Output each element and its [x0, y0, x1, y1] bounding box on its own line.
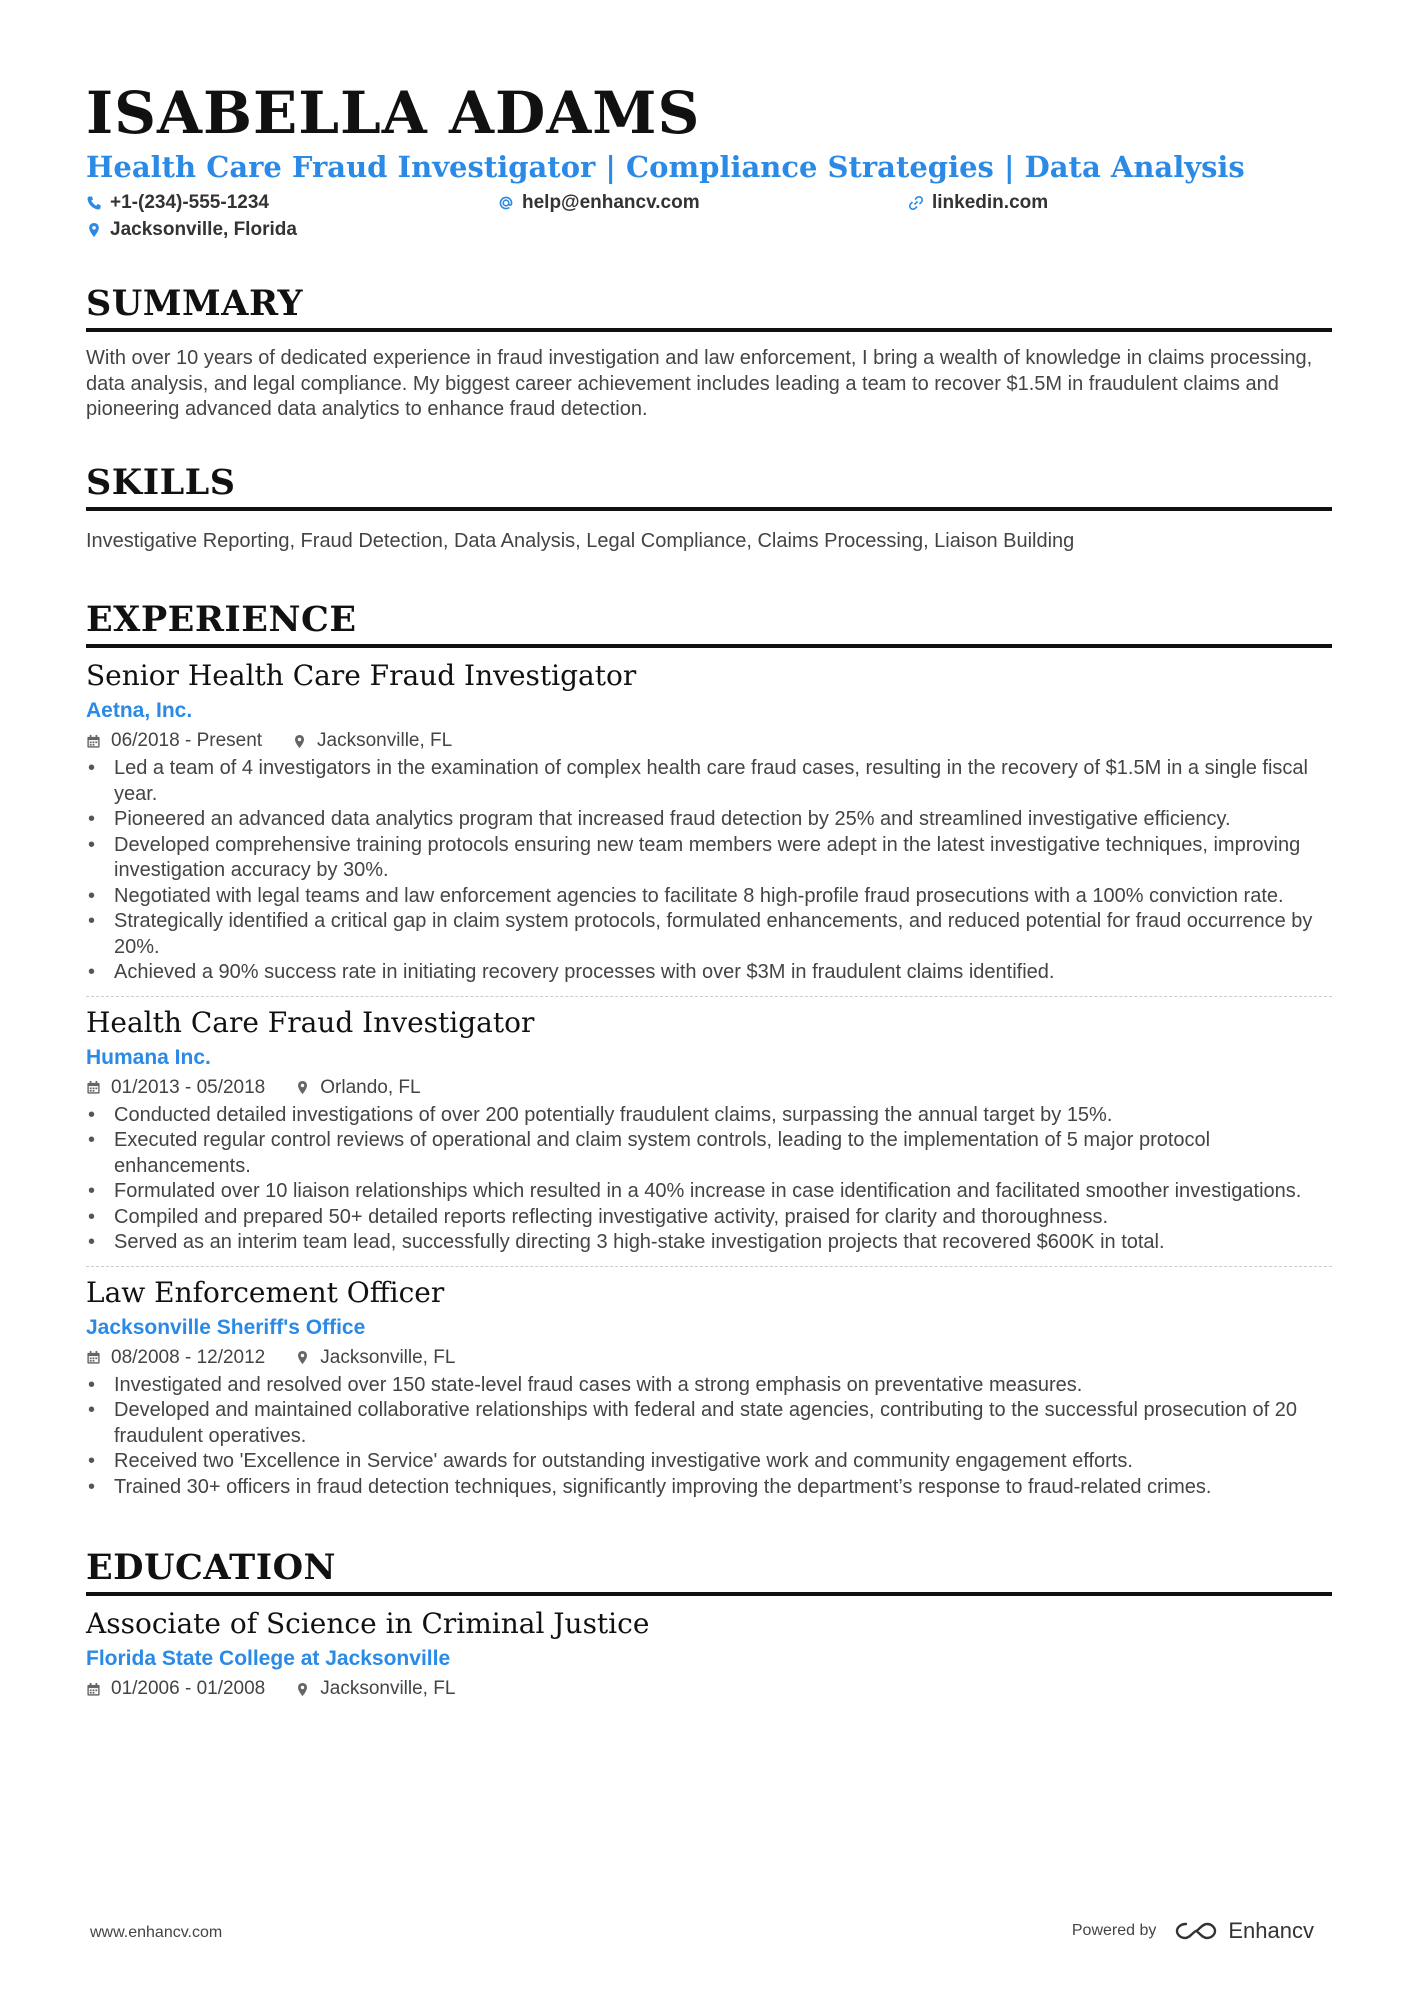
job-meta — [86, 1345, 1332, 1371]
skills-section — [86, 461, 1332, 555]
bullet-item: • Achieved a 90% success rate in initiating recovery processes with over $3M in fraudulent claims identified. — [86, 960, 1332, 986]
job-title: Senior Health Care Fraud Investigator — [86, 659, 637, 692]
job-location: Jacksonville, FL — [295, 1345, 455, 1371]
powered-by-label: Powered by — [1071, 1922, 1157, 1939]
brand-name: Enhancv — [1228, 1918, 1314, 1943]
job-bullets — [86, 1103, 1332, 1256]
linkedin-text: linkedin.com — [932, 192, 1049, 213]
school-name: Florida State College at Jacksonville — [86, 1647, 451, 1670]
link-icon — [908, 195, 924, 211]
summary-title: SUMMARY — [86, 282, 1332, 332]
education-title: EDUCATION — [86, 1546, 1332, 1596]
company-name: Humana Inc. — [86, 1045, 211, 1069]
degree: Associate of Science in Criminal Justice — [86, 1607, 650, 1640]
education-meta — [86, 1676, 1332, 1702]
powered-by — [1072, 1918, 1314, 1944]
skills-text: Investigative Reporting, Fraud Detection, Data Analysis, Legal Compliance, Claims Processing, Liaison Building — [86, 529, 1075, 552]
job-meta — [86, 728, 1332, 754]
experience-section — [86, 598, 1332, 1500]
location-text: Jacksonville, Florida — [110, 219, 297, 240]
job-location: Orlando, FL — [295, 1075, 420, 1101]
skills-title: SKILLS — [86, 461, 1332, 511]
bullet-item: • Received two 'Excellence in Service' awards for outstanding investigative work and community engagement efforts. — [86, 1449, 1332, 1475]
job-dates: 06/2018 - Present — [86, 728, 262, 754]
job-bullets — [86, 756, 1332, 986]
location-pin-icon — [86, 222, 102, 238]
job-meta — [86, 1075, 1332, 1101]
bullet-item: • Investigated and resolved over 150 state-level fraud cases with a strong emphasis on preventative measures. — [86, 1373, 1332, 1399]
job-location: Jacksonville, FL — [292, 728, 452, 754]
location-pin-icon — [295, 1080, 310, 1095]
bullet-item: • Conducted detailed investigations of over 200 potentially fraudulent claims, surpassing the annual target by 15%. — [86, 1103, 1332, 1129]
enhancv-logo-icon — [1174, 1920, 1218, 1942]
contact-location — [86, 219, 297, 241]
job-title: Health Care Fraud Investigator — [86, 1005, 535, 1039]
education-section — [86, 1546, 1332, 1702]
phone-icon — [86, 195, 102, 211]
location-pin-icon — [295, 1350, 310, 1365]
summary-section — [86, 282, 1332, 423]
job-entry — [86, 658, 1332, 986]
calendar-icon — [86, 1682, 101, 1697]
bullet-item: • Trained 30+ officers in fraud detection techniques, significantly improving the department’s response to fraud-related crimes. — [86, 1475, 1332, 1501]
company-name: Jacksonville Sheriff's Office — [86, 1315, 366, 1339]
bullet-item: • Pioneered an advanced data analytics program that increased fraud detection by 25% and streamlined investigative efficiency. — [86, 807, 1332, 833]
bullet-item: • Served as an interim team lead, successfully directing 3 high-stake investigation projects that recovered $600K in total. — [86, 1230, 1332, 1256]
experience-title: EXPERIENCE — [86, 598, 1332, 648]
contact-info — [86, 192, 1332, 248]
summary-text: With over 10 years of dedicated experience in fraud investigation and law enforcement, I bring a wealth of knowledge in claims processing, data analysis, and legal compliance. My biggest career achievement includes leading a team to recover $1.5M in fraudulent claims and pioneering advanced data analytics to enhance fraud detection. — [86, 347, 1313, 420]
calendar-icon — [86, 734, 101, 749]
job-dates: 08/2008 - 12/2012 — [86, 1345, 265, 1371]
job-title: Law Enforcement Officer — [86, 1275, 445, 1309]
job-entry — [86, 1005, 1332, 1256]
contact-phone — [86, 192, 269, 214]
at-icon — [498, 195, 514, 211]
job-divider — [86, 1266, 1332, 1267]
candidate-name: ISABELLA ADAMS — [86, 79, 701, 147]
bullet-item: • Developed and maintained collaborative relationships with federal and state agencies, contributing to the successful prosecution of 20 fraudulent operatives. — [86, 1398, 1332, 1449]
job-entry — [86, 1275, 1332, 1501]
headline: Health Care Fraud Investigator | Compliance Strategies | Data Analysis — [86, 150, 1245, 184]
bullet-item: • Executed regular control reviews of operational and claim system controls, leading to the implementation of 5 major protocol enhancements. — [86, 1128, 1332, 1179]
bullet-item: • Developed comprehensive training protocols ensuring new team members were adept in the latest investigative techniques, improving investigation accuracy by 30%. — [86, 833, 1332, 884]
education-entry — [86, 1606, 1332, 1702]
bullet-item: • Negotiated with legal teams and law enforcement agencies to facilitate 8 high-profile fraud prosecutions with a 100% conviction rate. — [86, 884, 1332, 910]
company-name: Aetna, Inc. — [86, 699, 193, 722]
location-pin-icon — [292, 734, 307, 749]
bullet-item: • Led a team of 4 investigators in the examination of complex health care fraud cases, resulting in the recovery of $1.5M in a single fiscal year. — [86, 756, 1332, 807]
calendar-icon — [86, 1350, 101, 1365]
enhancv-logo[interactable] — [1174, 1918, 1314, 1944]
job-dates: 01/2013 - 05/2018 — [86, 1075, 265, 1101]
contact-email[interactable] — [498, 192, 700, 214]
education-location: Jacksonville, FL — [295, 1676, 455, 1702]
email-text: help@enhancv.com — [522, 192, 700, 213]
bullet-item: • Compiled and prepared 50+ detailed reports reflecting investigative activity, praised for clarity and thoroughness. — [86, 1205, 1332, 1231]
job-divider — [86, 996, 1332, 997]
bullet-item: • Strategically identified a critical gap in claim system protocols, formulated enhancements, and reduced potential for fraud occurrence by 20%. — [86, 909, 1332, 960]
phone-text: +1-(234)-555-1234 — [110, 192, 269, 213]
contact-linkedin[interactable] — [908, 192, 1048, 214]
resume-page — [86, 78, 1332, 1702]
education-dates: 01/2006 - 01/2008 — [86, 1676, 265, 1702]
location-pin-icon — [295, 1682, 310, 1697]
job-bullets — [86, 1373, 1332, 1501]
footer-website[interactable]: www.enhancv.com — [90, 1924, 223, 1941]
calendar-icon — [86, 1080, 101, 1095]
bullet-item: • Formulated over 10 liaison relationships which resulted in a 40% increase in case identification and facilitated smoother investigations. — [86, 1179, 1332, 1205]
